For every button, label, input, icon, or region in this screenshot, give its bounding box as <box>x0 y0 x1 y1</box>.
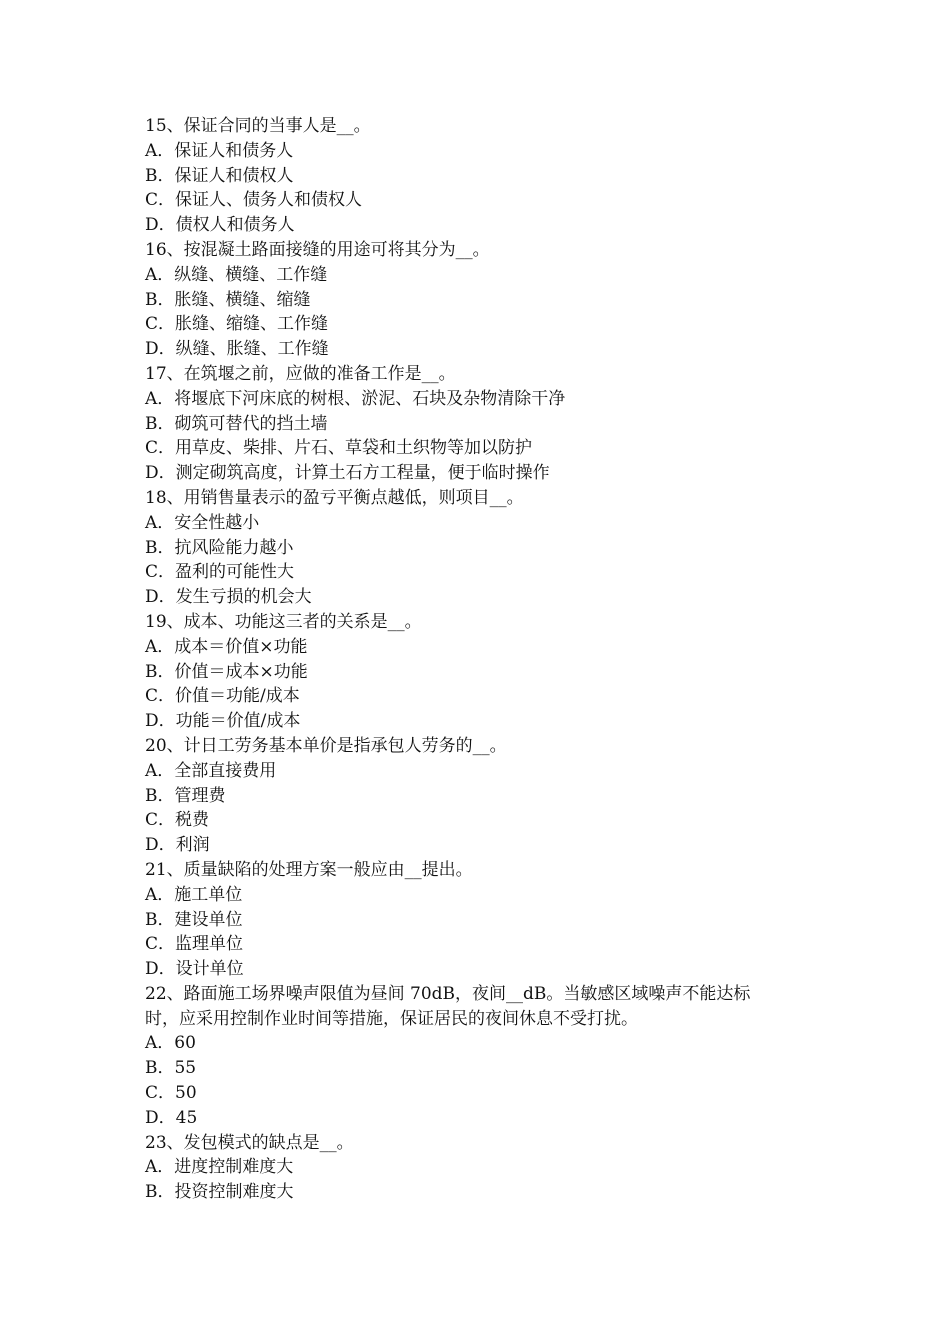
option-a: A．施工单位 <box>145 884 243 905</box>
option-b: B．价值＝成本×功能 <box>145 661 308 682</box>
question-stem: 20、计日工劳务基本单价是指承包人劳务的__。 <box>145 735 507 756</box>
option-c: C．用草皮、柴排、片石、草袋和土织物等加以防护 <box>145 438 533 459</box>
question-stem-continued: 时，应采用控制作业时间等措施，保证居民的夜间休息不受打扰。 <box>145 1008 638 1029</box>
option-a: A．保证人和债务人 <box>145 140 294 161</box>
document-body <box>145 114 815 1205</box>
question-23 <box>145 1131 815 1205</box>
question-stem: 22、路面施工场界噪声限值为昼间 70dB，夜间__dB。当敏感区域噪声不能达标 <box>145 983 751 1004</box>
option-d: D．测定砌筑高度，计算土石方工程量，便于临时操作 <box>145 463 550 484</box>
question-21 <box>145 858 815 982</box>
question-stem: 19、成本、功能这三者的关系是__。 <box>145 611 422 632</box>
option-c: C．胀缝、缩缝、工作缝 <box>145 314 329 335</box>
option-d: D．债权人和债务人 <box>145 215 295 236</box>
question-18 <box>145 486 815 610</box>
option-b: B．砌筑可替代的挡土墙 <box>145 413 328 434</box>
option-b: B．55 <box>145 1058 197 1079</box>
option-a: A．纵缝、横缝、工作缝 <box>145 264 328 285</box>
question-17 <box>145 362 815 486</box>
question-20 <box>145 734 815 858</box>
option-b: B．抗风险能力越小 <box>145 537 294 558</box>
question-stem: 16、按混凝土路面接缝的用途可将其分为__。 <box>145 239 490 260</box>
question-16 <box>145 238 815 362</box>
question-stem: 15、保证合同的当事人是__。 <box>145 116 371 136</box>
option-a: A．将堰底下河床底的树根、淤泥、石块及杂物清除干净 <box>145 388 566 409</box>
question-22 <box>145 982 815 1131</box>
option-d: D．利润 <box>145 835 210 856</box>
question-stem: 17、在筑堰之前，应做的准备工作是__。 <box>145 363 456 384</box>
option-a: A．60 <box>145 1033 196 1054</box>
question-15 <box>145 114 815 238</box>
option-d: D．发生亏损的机会大 <box>145 587 312 608</box>
option-d: D．45 <box>145 1107 198 1128</box>
option-b: B．管理费 <box>145 785 226 806</box>
option-c: C．监理单位 <box>145 934 244 955</box>
option-a: A．全部直接费用 <box>145 760 277 781</box>
option-c: C．价值＝功能/成本 <box>145 686 300 707</box>
option-c: C．50 <box>145 1083 197 1104</box>
option-b: B．保证人和债权人 <box>145 165 294 186</box>
option-b: B．投资控制难度大 <box>145 1182 294 1203</box>
question-19 <box>145 610 815 734</box>
option-a: A．安全性越小 <box>145 512 260 533</box>
option-b: B．胀缝、横缝、缩缝 <box>145 289 311 310</box>
question-stem: 21、质量缺陷的处理方案一般应由__提出。 <box>145 859 473 880</box>
option-c: C．税费 <box>145 810 210 831</box>
option-d: D．设计单位 <box>145 959 244 980</box>
option-b: B．建设单位 <box>145 909 243 930</box>
question-stem: 18、用销售量表示的盈亏平衡点越低，则项目__。 <box>145 487 524 508</box>
option-d: D．纵缝、胀缝、工作缝 <box>145 339 329 360</box>
option-a: A．进度控制难度大 <box>145 1157 294 1178</box>
option-d: D．功能＝价值/成本 <box>145 711 301 732</box>
option-a: A．成本＝价值×功能 <box>145 636 308 657</box>
option-c: C．盈利的可能性大 <box>145 562 295 583</box>
option-c: C．保证人、债务人和债权人 <box>145 190 363 211</box>
question-stem: 23、发包模式的缺点是__。 <box>145 1132 354 1153</box>
